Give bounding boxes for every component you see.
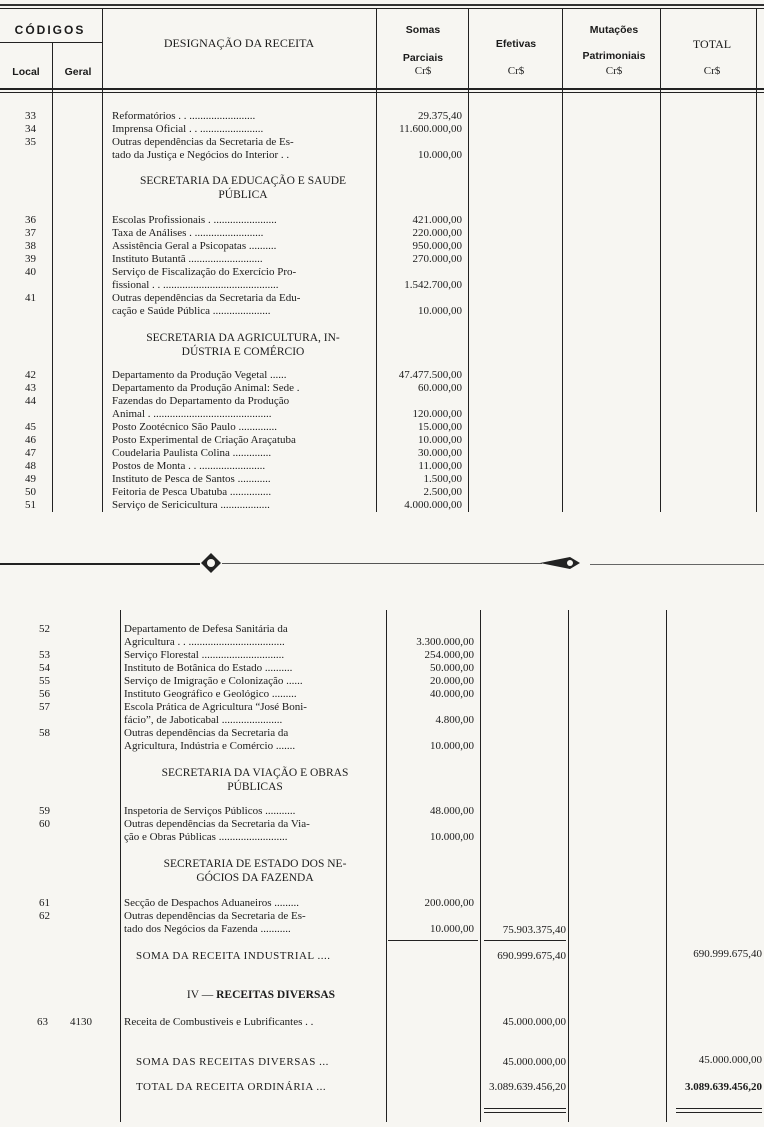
row-code: 54: [39, 662, 50, 674]
col2-line-parciais: [480, 610, 481, 1122]
row63-desc: Receita de Combustiveis e Lubrificantes . .: [124, 1016, 314, 1028]
row63-efetivas: 45.000.000,00: [502, 1016, 566, 1028]
row-code: 44: [25, 395, 36, 407]
row-code: 60: [39, 818, 50, 830]
row-description: Escola Prática de Agricultura “José Boni-: [124, 701, 307, 713]
efetivas-62: 75.903.375,40: [502, 924, 566, 936]
row-parciais-value: 1.500,00: [423, 473, 462, 485]
col2-line-mutacoes: [666, 610, 667, 1122]
col-line-mutacoes: [660, 8, 661, 512]
row-code: 47: [25, 447, 36, 459]
row-code: 43: [25, 382, 36, 394]
row-parciais-value: 254.000,00: [424, 649, 474, 661]
col-line-efetivas: [562, 8, 563, 512]
row-description: Serviço Florestal ..............................: [124, 649, 285, 661]
col-line-local: [52, 42, 53, 512]
row-code: 62: [39, 910, 50, 922]
row-parciais-value: 47.477.500,00: [398, 369, 462, 381]
ornament-right-icon: [540, 553, 590, 573]
row-parciais-value: 40.000,00: [430, 688, 474, 700]
row-code: 38: [25, 240, 36, 252]
rule-final-total-2: [676, 1112, 762, 1113]
row-description: Reformatórios . . ........................: [112, 110, 256, 122]
row-parciais-value: 10.000,00: [430, 831, 474, 843]
row-parciais-value: 10.000,00: [418, 434, 462, 446]
section-heading: [124, 857, 386, 885]
row-code: 36: [25, 214, 36, 226]
row-parciais-value: 11.000,00: [418, 460, 462, 472]
row-parciais-value: 10.000,00: [430, 740, 474, 752]
total-ordinaria-efetivas: 3.089.639.456,20: [489, 1081, 566, 1093]
row-description: Feitoria de Pesca Ubatuba ...............: [112, 486, 272, 498]
col-line-desc: [376, 8, 377, 512]
row-code: 39: [25, 253, 36, 265]
row-code: 52: [39, 623, 50, 635]
row-description: Taxa de Análises . .........................: [112, 227, 264, 239]
row-description: Imprensa Oficial . . .......................: [112, 123, 264, 135]
row-description: Outras dependências da Secretaria de Es-: [112, 136, 294, 148]
col2-line-desc-left: [120, 610, 121, 1122]
receitas-diversas-title: RECEITAS DIVERSAS: [216, 989, 336, 1001]
row-code: 34: [25, 123, 36, 135]
row-parciais-value: 270.000,00: [412, 253, 462, 265]
soma-industrial-total: 690.999.675,40: [693, 948, 762, 960]
total-ordinaria-total: 3.089.639.456,20: [685, 1081, 762, 1093]
header-total-unit: Cr$: [703, 65, 721, 77]
header-rule: [0, 88, 764, 90]
row-parciais-value: 11.600.000,00: [399, 123, 462, 135]
soma-industrial-label: SOMA DA RECEITA INDUSTRIAL ....: [136, 950, 331, 962]
header-efetivas: Efetivas: [495, 38, 537, 50]
top-rule-thin: [0, 8, 764, 9]
section-heading-line2: PÚBLICA: [218, 189, 268, 201]
soma-diversas-total: 45.000.000,00: [698, 1054, 762, 1066]
total-ordinaria-label: TOTAL DA RECEITA ORDINÁRIA ...: [136, 1081, 327, 1093]
row-description: Instituto de Botânica do Estado ..........: [124, 662, 293, 674]
row-description: Outras dependências da Secretaria da Edu-: [112, 292, 301, 304]
header-geral: Geral: [64, 66, 92, 78]
row-parciais-value: 20.000,00: [430, 675, 474, 687]
row-code: 57: [39, 701, 50, 713]
row-description: Instituto Butantã ...........................: [112, 253, 263, 265]
row-code: 42: [25, 369, 36, 381]
row-description: Escolas Profissionais . .......................: [112, 214, 277, 226]
rule-final-efetivas-1: [484, 1108, 566, 1109]
receitas-diversas-heading: [136, 989, 386, 1001]
row-description: Serviço de Sericicultura ..................: [112, 499, 270, 511]
header-total: TOTAL: [692, 37, 732, 51]
row-description: Serviço de Imigração e Colonização ......: [124, 675, 303, 687]
row-description: Inspetoria de Serviços Públicos ...........: [124, 805, 296, 817]
row-description: fácio”, de Jaboticabal ......................: [124, 714, 283, 726]
row-description: Agricultura . . ...................................: [124, 636, 285, 648]
row-parciais-value: 50.000,00: [430, 662, 474, 674]
row-parciais-value: 120.000,00: [412, 408, 462, 420]
separator-left: [0, 563, 200, 565]
rule-efetivas-sum: [484, 940, 566, 941]
row-description: Serviço de Fiscalização do Exercício Pro-: [112, 266, 297, 278]
row-code: 41: [25, 292, 36, 304]
separator-right: [590, 564, 764, 565]
header-designacao: DESIGNAÇÃO DA RECEITA: [163, 36, 315, 50]
row-code: 61: [39, 897, 50, 909]
codigos-divider: [0, 42, 102, 43]
row-parciais-value: 4.000.000,00: [404, 499, 462, 511]
header-somas: Somas: [405, 24, 441, 36]
row-parciais-value: 30.000,00: [418, 447, 462, 459]
section-heading-line1: SECRETARIA DA EDUCAÇÃO E SAUDE: [139, 175, 347, 187]
row-code: 45: [25, 421, 36, 433]
row-description: Assistência Geral a Psicopatas ..........: [112, 240, 277, 252]
row-description: Coudelaria Paulista Colina ..............: [112, 447, 272, 459]
section-heading: [112, 331, 374, 359]
rule-parciais-sum: [388, 940, 478, 941]
row-code: 33: [25, 110, 36, 122]
section-heading-line1: SECRETARIA DA AGRICULTURA, IN-: [146, 332, 340, 344]
row-parciais-value: 421.000,00: [412, 214, 462, 226]
row-description: ção e Obras Públicas .........................: [124, 831, 288, 843]
row63-geral: 4130: [70, 1016, 92, 1028]
col-line-parciais: [468, 8, 469, 512]
row-parciais-value: 60.000,00: [418, 382, 462, 394]
row-parciais-value: 10.000,00: [430, 923, 474, 935]
soma-diversas-label: SOMA DAS RECEITAS DIVERSAS ...: [136, 1056, 329, 1068]
row-description: tado da Justiça e Negócios do Interior . .: [112, 149, 290, 161]
col2-line-efetivas: [568, 610, 569, 1122]
row-description: Posto Zootécnico São Paulo ..............: [112, 421, 277, 433]
row-parciais-value: 2.500,00: [423, 486, 462, 498]
row-description: fissional . . ..........................................: [112, 279, 279, 291]
col-line-geral: [102, 8, 103, 512]
row-description: Departamento da Produção Animal: Sede .: [112, 382, 300, 394]
row-description: Fazendas do Departamento da Produção: [112, 395, 290, 407]
row-code: 49: [25, 473, 36, 485]
rule-final-total-1: [676, 1108, 762, 1109]
section-heading-line2: GÓCIOS DA FAZENDA: [196, 872, 314, 884]
receitas-diversas-prefix: IV —: [186, 989, 217, 1001]
header-rule-thin: [0, 92, 764, 93]
row-parciais-value: 10.000,00: [418, 305, 462, 317]
header-parciais-unit: Cr$: [414, 65, 432, 77]
col2-line-desc-right: [386, 610, 387, 1122]
row-description: Postos de Monta . . ........................: [112, 460, 266, 472]
row-code: 58: [39, 727, 50, 739]
row-code: 40: [25, 266, 36, 278]
header-efetivas-unit: Cr$: [507, 65, 525, 77]
row-description: Departamento da Produção Vegetal ......: [112, 369, 287, 381]
row-parciais-value: 48.000,00: [430, 805, 474, 817]
row-parciais-value: 10.000,00: [418, 149, 462, 161]
section-heading-line2: DÚSTRIA E COMÉRCIO: [181, 346, 305, 358]
row-description: Instituto Geográfico e Geológico .........: [124, 688, 297, 700]
row-code: 37: [25, 227, 36, 239]
row-description: Departamento de Defesa Sanitária da: [124, 623, 288, 635]
row-parciais-value: 29.375,40: [418, 110, 462, 122]
row-code: 53: [39, 649, 50, 661]
ornament-icon: [200, 552, 222, 574]
top-rule: [0, 4, 764, 6]
header-patrimoniais: Patrimoniais: [582, 50, 646, 62]
row-description: tado dos Negócios da Fazenda ...........: [124, 923, 291, 935]
row-parciais-value: 1.542.700,00: [404, 279, 462, 291]
row-description: Agricultura, Indústria e Comércio .......: [124, 740, 296, 752]
row63-code: 63: [37, 1016, 48, 1028]
row-description: Instituto de Pesca de Santos ............: [112, 473, 271, 485]
row-code: 59: [39, 805, 50, 817]
section-heading-line2: PÚBLICAS: [227, 781, 283, 793]
row-code: 50: [25, 486, 36, 498]
header-mutacoes: Mutações: [589, 24, 639, 36]
row-description: cação e Saúde Pública .....................: [112, 305, 271, 317]
row-description: Posto Experimental de Criação Araçatuba: [112, 434, 296, 446]
section-heading-line1: SECRETARIA DE ESTADO DOS NE-: [163, 858, 347, 870]
row-code: 51: [25, 499, 36, 511]
header-parciais: Parciais: [402, 52, 444, 64]
soma-industrial-efetivas: 690.999.675,40: [497, 950, 566, 962]
row-description: Outras dependências da Secretaria da: [124, 727, 289, 739]
header-mutacoes-unit: Cr$: [605, 65, 623, 77]
soma-diversas-efetivas: 45.000.000,00: [502, 1056, 566, 1068]
row-parciais-value: 950.000,00: [412, 240, 462, 252]
row-parciais-value: 3.300.000,00: [416, 636, 474, 648]
row-code: 35: [25, 136, 36, 148]
rule-final-efetivas-2: [484, 1112, 566, 1113]
header-codigos: CÓDIGOS: [14, 23, 86, 37]
header-local: Local: [12, 66, 40, 78]
row-description: Animal . ...........................................: [112, 408, 272, 420]
row-parciais-value: 200.000,00: [424, 897, 474, 909]
row-description: Secção de Despachos Aduaneiros .........: [124, 897, 300, 909]
row-description: Outras dependências da Secretaria de Es-: [124, 910, 306, 922]
section-heading: [124, 766, 386, 794]
row-code: 46: [25, 434, 36, 446]
section-heading-line1: SECRETARIA DA VIAÇÃO E OBRAS: [161, 767, 349, 779]
separator-mid: [222, 563, 542, 564]
col-line-total: [756, 8, 757, 512]
row-code: 55: [39, 675, 50, 687]
row-description: Outras dependências da Secretaria da Via-: [124, 818, 310, 830]
row-parciais-value: 4.800,00: [435, 714, 474, 726]
row-parciais-value: 220.000,00: [412, 227, 462, 239]
row-parciais-value: 15.000,00: [418, 421, 462, 433]
row-code: 48: [25, 460, 36, 472]
section-heading: [112, 174, 374, 202]
row-code: 56: [39, 688, 50, 700]
